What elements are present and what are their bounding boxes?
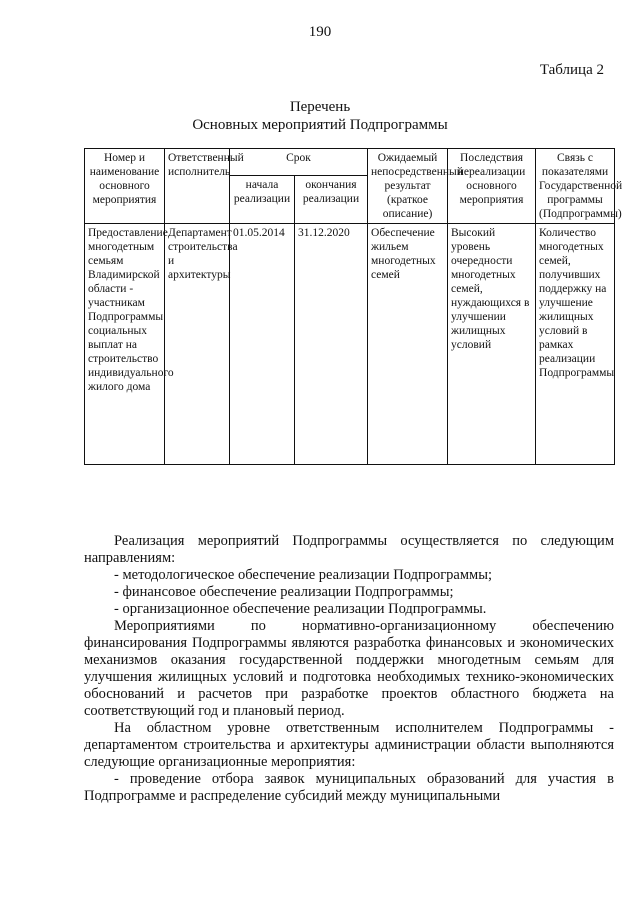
header-expected-result: Ожидаемый непосредственный результат (краткое описание) <box>368 149 448 224</box>
cell-expected-result: Обеспечение жильем многодетных семей <box>368 224 448 465</box>
cell-link: Количество многодетных семей, получивших поддержку на улучшение жилищных условий в рамках реализации Подпрограммы <box>536 224 615 465</box>
header-number: Номер и наименование основного мероприятия <box>85 149 165 224</box>
header-term-start: начала реализации <box>230 176 295 224</box>
table-row <box>85 224 615 465</box>
cell-start: 01.05.2014 <box>230 224 295 465</box>
header-term: Срок <box>230 149 368 176</box>
body-text <box>84 533 614 805</box>
header-responsible: Ответственный исполнитель <box>165 149 230 224</box>
paragraph-5: Мероприятиями по нормативно-организационному обеспечению финансирования Подпрограммы являются разработка финансовых и экономических механизмов оказания государственной поддержки многодетным семьям для улучшения жилищных условий и подготовка необходимых технико-экономических обоснований и расчетов при разработке проектов областного бюджета на соответствующий год и плановый период. <box>84 618 614 719</box>
header-term-end: окончания реализации <box>295 176 368 224</box>
title-line-2: Основных мероприятий Подпрограммы <box>192 117 448 133</box>
paragraph-3: - финансовое обеспечение реализации Подпрограммы; <box>114 584 454 600</box>
page-number: 190 <box>308 24 332 40</box>
cell-responsible: Департамент строительства и архитектуры <box>165 224 230 465</box>
table-label: Таблица 2 <box>539 62 604 78</box>
cell-number: Предоставление многодетным семьям Владимирской области - участникам Подпрограммы социальных выплат на строительство индивидуального жилого дома <box>85 224 165 465</box>
paragraph-7: - проведение отбора заявок муниципальных образований для участия в Подпрограмме и распределение субсидий между муниципальными <box>84 771 614 804</box>
header-consequences: Последствия нереализации основного мероприятия <box>448 149 536 224</box>
table-header-row <box>85 149 615 176</box>
paragraph-2: - методологическое обеспечение реализации Подпрограммы; <box>114 567 492 583</box>
header-link: Связь с показателями Государственной программы (Подпрограммы) <box>536 149 615 224</box>
paragraph-1: Реализация мероприятий Подпрограммы осуществляется по следующим направлениям: <box>84 533 614 566</box>
cell-consequences: Высокий уровень очередности многодетных семей, нуждающихся в улучшении жилищных условий <box>448 224 536 465</box>
table-title <box>0 98 640 134</box>
paragraph-4: - организационное обеспечение реализации Подпрограммы. <box>114 601 487 617</box>
paragraph-6: На областном уровне ответственным исполнителем Подпрограммы - департаментом строительства и архитектуры администрации области выполняются следующие организационные мероприятия: <box>84 720 614 770</box>
title-line-1: Перечень <box>289 99 351 115</box>
cell-end: 31.12.2020 <box>295 224 368 465</box>
activities-table <box>84 148 623 465</box>
